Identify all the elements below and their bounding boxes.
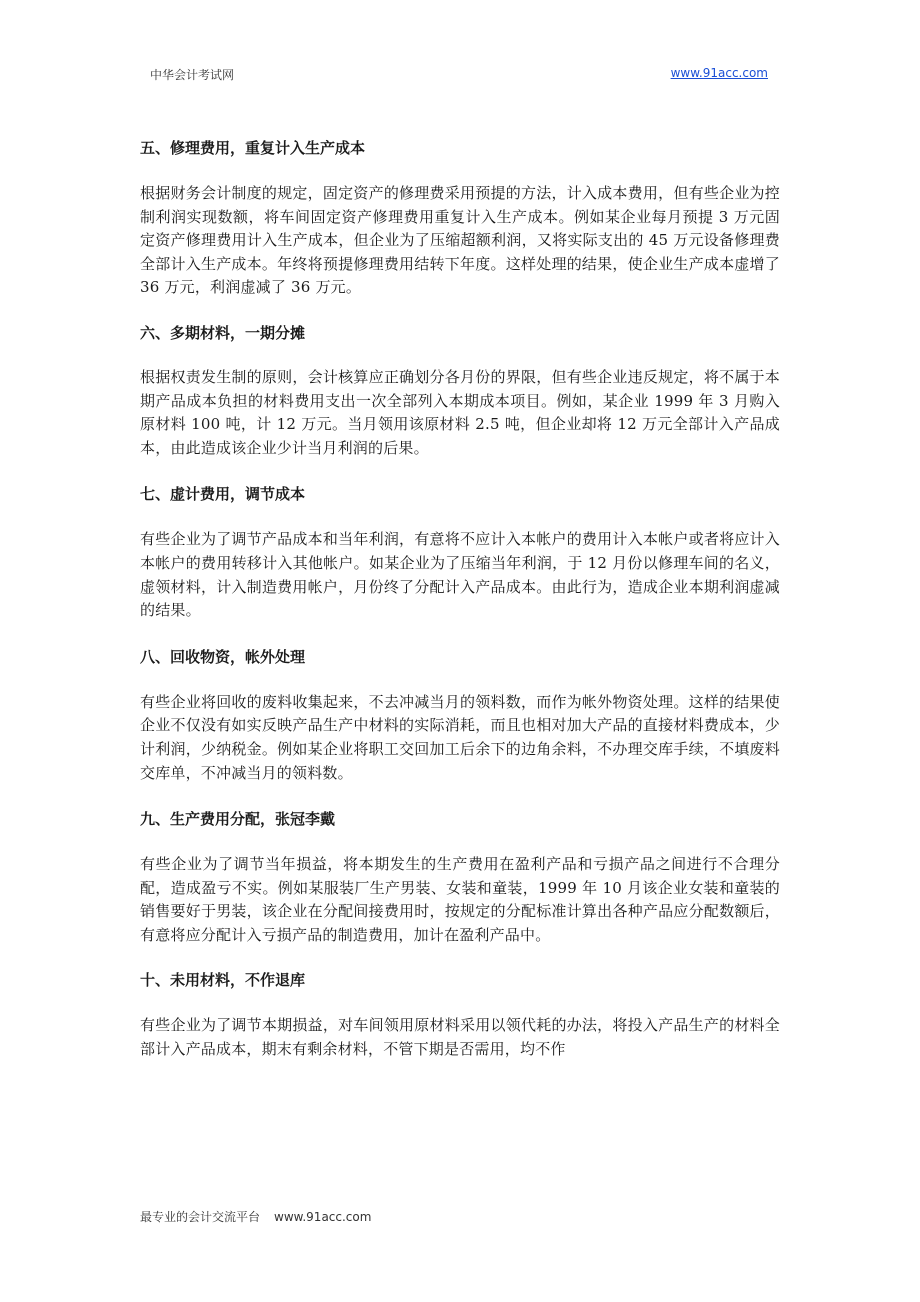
section-title: 七、虚计费用，调节成本 <box>140 485 306 504</box>
site-name: 中华会计考试网 <box>150 68 235 82</box>
section-title: 五、修理费用，重复计入生产成本 <box>140 139 366 157</box>
page-header <box>150 66 768 86</box>
section-title: 八、回收物资，帐外处理 <box>140 647 306 666</box>
section-body: 根据财务会计制度的规定，固定资产的修理费采用预提的方法，计入成本费用，但有些企业为控制利润实现数额，将车间固定资产修理费用重复计入生产成本。例如某企业每月预提 3 万元固定资产修理费用计入生产成本，但企业为了压缩超额利润，又将实际支出的 45 万元设备修理费全部计入生产成本。年终将预提修理费用结转下年度。这样处理的结果，使企业生产成本虚增了 36 万元，利润虚减了 36 万元。 <box>140 184 780 297</box>
site-url-link[interactable]: www.91acc.com <box>670 66 768 80</box>
section-title: 九、生产费用分配，张冠李戴 <box>140 810 336 829</box>
footer-slogan: 最专业的会计交流平台 <box>140 1210 261 1224</box>
section-title: 六、多期材料，一期分摊 <box>140 323 306 342</box>
article-content <box>140 136 780 1062</box>
page-footer <box>140 1208 371 1225</box>
section-body: 有些企业为了调节当年损益，将本期发生的生产费用在盈利产品和亏损产品之间进行不合理分配，造成盈亏不实。例如某服装厂生产男装、女装和童装，1999 年 10 月该企业女装和童装的销售要好于男装，该企业在分配间接费用时，按规定的分配标准计算出各种产品应分配数额后，有意将应分配计入亏损产品的制造费用，加计在盈利产品中。 <box>140 855 780 944</box>
footer-url: www.91acc.com <box>274 1210 372 1224</box>
section-body: 有些企业为了调节本期损益，对车间领用原材料采用以领代耗的办法，将投入产品生产的材料全部计入产品成本，期末有剩余材料，不管下期是否需用，均不作 <box>140 1016 780 1059</box>
section-body: 有些企业为了调节产品成本和当年利润，有意将不应计入本帐户的费用计入本帐户或者将应计入本帐户的费用转移计入其他帐户。如某企业为了压缩当年利润，于 12 月份以修理车间的名义，虚领材料，计入制造费用帐户，月份终了分配计入产品成本。由此行为，造成企业本期利润虚减的结果。 <box>140 530 780 620</box>
section-body: 根据权责发生制的原则，会计核算应正确划分各月份的界限，但有些企业违反规定，将不属于本期产品成本负担的材料费用支出一次全部列入本期成本项目。例如，某企业 1999 年 3 月购入原材料 100 吨，计 12 万元。当月领用该原材料 2.5 吨，但企业却将 12 万元全部计入产品成本，由此造成该企业少计当月利润的后果。 <box>140 367 780 457</box>
section-title: 十、未用材料，不作退库 <box>140 971 306 990</box>
section-body: 有些企业将回收的废料收集起来，不去冲减当月的领料数，而作为帐外物资处理。这样的结果使企业不仅没有如实反映产品生产中材料的实际消耗，而且也相对加大产品的直接材料费成本，少计利润，少纳税金。例如某企业将职工交回加工后余下的边角余料，不办理交库手续，不填废料交库单，不冲减当月的领料数。 <box>140 692 780 782</box>
